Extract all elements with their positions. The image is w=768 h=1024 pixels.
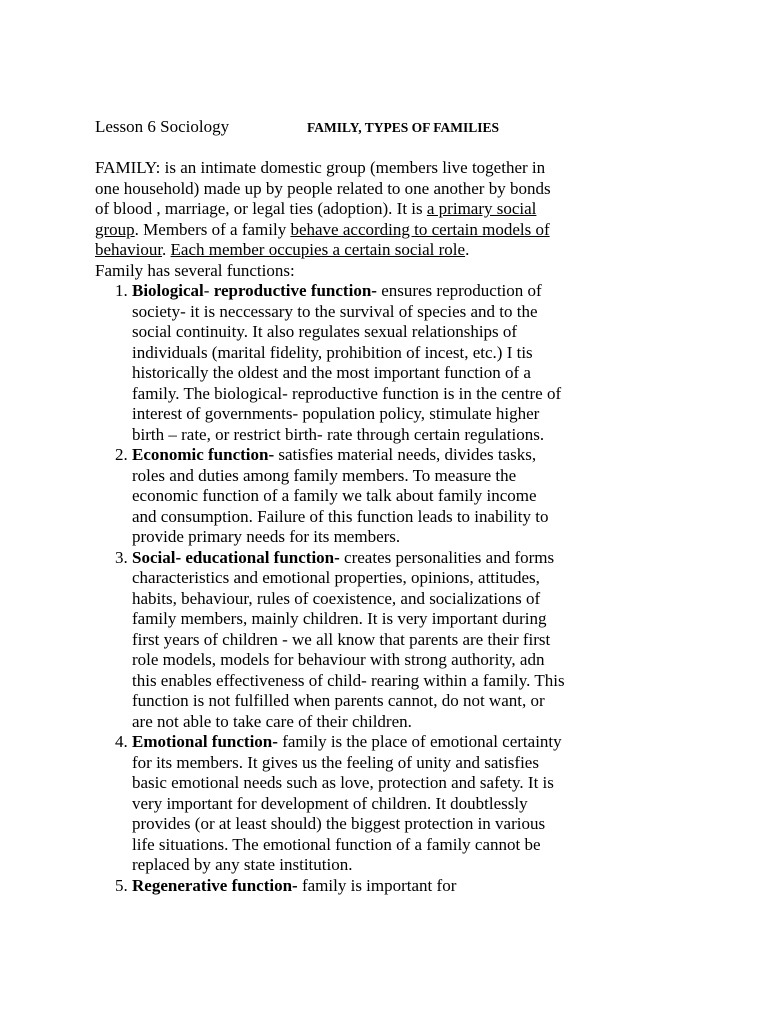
document-title: FAMILY, TYPES OF FAMILIES bbox=[307, 120, 500, 135]
function-name: Social- educational function- bbox=[132, 547, 340, 567]
definition-text: . Members of a family bbox=[134, 219, 291, 239]
function-description: family is important for bbox=[297, 875, 457, 895]
function-name: Regenerative function- bbox=[132, 875, 298, 895]
underlined-phrase: a primary social group bbox=[95, 199, 537, 239]
definition-text: . bbox=[162, 240, 171, 259]
definition-text: FAMILY: is an intimate domestic group (members live together in one household) made up by people related to one another by bonds of blood , marriage, or legal ties (adoption). It is bbox=[95, 158, 551, 218]
underlined-phrase: Each member occupies a certain social role bbox=[170, 240, 466, 259]
function-description: creates personalities and forms characteristics and emotional properties, opinions, attitudes, habits, behaviour, rules of coexistence, and socializations of family members, mainly children. It is very important during first years of children - we all know that parents are their first role models, models for behaviour with strong authority, adn this enables effectiveness of child- rearing within a family. This function is not fulfilled when parents cannot, do not want, or are not able to take care of their children. bbox=[132, 547, 565, 731]
page-header bbox=[95, 116, 695, 138]
family-definition bbox=[95, 158, 565, 261]
definition-text: . bbox=[465, 240, 470, 259]
function-item bbox=[132, 876, 565, 897]
functions-list bbox=[95, 281, 565, 896]
function-item bbox=[132, 281, 565, 445]
function-description: family is the place of emotional certainty for its members. It gives us the feeling of unity and satisfies basic emotional needs such as love, protection and safety. It is very important for development of children. It doubtlessly provides (or at least should) the biggest protection in various life situations. The emotional function of a family cannot be replaced by any state institution. bbox=[132, 732, 562, 874]
function-name: Biological bbox=[132, 281, 204, 300]
function-item bbox=[132, 445, 565, 548]
lesson-label: Lesson 6 Sociology bbox=[95, 117, 230, 136]
function-description: ensures reproduction of society- it is neccessary to the survival of species and to the social continuity. It also regulates sexual relationships of individuals (marital fidelity, prohibition of incest, etc.) I tis historically the oldest and the most important function of a family. The biological- reproductive function is in the centre of interest of governments- population policy, stimulate higher birth – rate, or restrict birth- rate through certain regulations. bbox=[132, 281, 562, 444]
document-body bbox=[95, 158, 565, 896]
function-description: satisfies material needs, divides tasks, roles and duties among family members. To measure the economic function of a family we talk about family income and consumption. Failure of this function leads to inability to provide primary needs for its members. bbox=[132, 445, 549, 546]
functions-intro: Family has several functions: bbox=[95, 260, 295, 280]
function-name: Emotional function- bbox=[132, 732, 278, 751]
function-separator: - bbox=[203, 281, 214, 300]
function-item bbox=[132, 548, 565, 733]
function-name: reproductive function- bbox=[213, 281, 377, 300]
function-item bbox=[132, 732, 565, 876]
underlined-phrase: behave according to certain models of behaviour bbox=[95, 219, 550, 259]
function-name: Economic function- bbox=[132, 445, 275, 464]
